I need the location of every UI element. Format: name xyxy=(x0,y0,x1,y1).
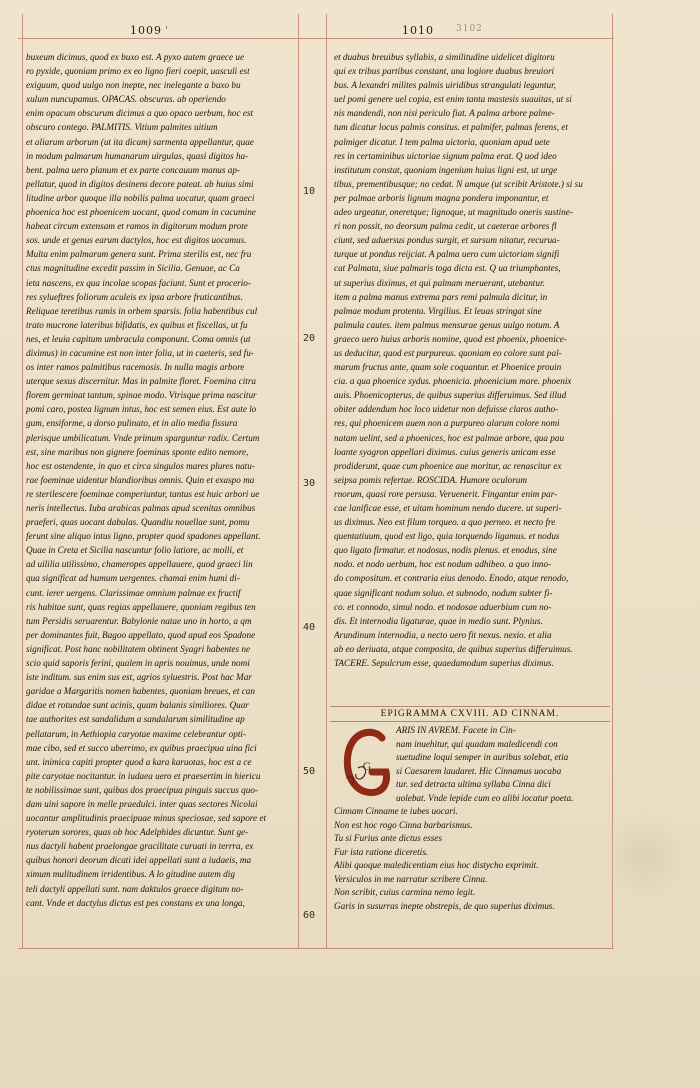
text-line: auis. Phoenicopterus, de quibus superius differuimus. Sed illud xyxy=(334,390,567,401)
text-line: turque ut pondus reijciat. A palma uero cum uictoriam signifi xyxy=(334,249,560,260)
text-line: et aliarum arborum (ut ita dicam) sarmenta appellantur, quae xyxy=(26,136,254,147)
text-line: exiguum, quod uulgo non inepte, nec inelegante a buxo bu xyxy=(26,80,241,91)
text-line: quentatiuum, quod est ligo, quia torquendo ligamus. et nodus xyxy=(334,531,560,542)
text-line: pite caryotae nocitantur. in iudaea uero et praesertim in hiericu xyxy=(26,770,261,781)
text-line: Garis in susurras inepte obstrepis, de quo superius diximus. xyxy=(334,900,555,911)
text-line: est, sine maribus non gignere foeminas sponte edito nemore, xyxy=(26,446,249,457)
text-line: plerisque umbilicatum. Vnde primum sparguntur radix. Certum xyxy=(26,432,260,443)
text-line: qua significat ad humum uergentes. chamai enim humi di- xyxy=(26,573,240,584)
text-line: Reliquae teretibus ramis in orbem sparsis. folia habentibus cul xyxy=(26,305,258,316)
text-line: buxeum dicimus, quod ex buxo est. A pyxo autem graece ue xyxy=(26,52,245,62)
text-line: marum fructus ante, quam sole coquantur. et Phoenice prouin xyxy=(334,362,562,373)
bottom-rule xyxy=(18,948,614,949)
text-line: res sylueftres foliorum aculeis ex ipsa arbore fruticantibus. xyxy=(26,291,243,302)
text-line: florem germinat tantum, spinae modo. Vtrisque prima nascitur xyxy=(26,390,257,401)
text-line: garidae a Margaritis nomen habentes, quoniam breues, et can xyxy=(26,686,255,697)
text-line: praeferi, quas uocant dabulas. Quandiu nouellae sunt, pomu xyxy=(26,517,250,528)
text-line: per palmae arboris lignum magna pondera imponantur, et xyxy=(334,192,549,203)
text-line: ciunt, sed aduersus pondus surgit, et sursum nitatur, recurua- xyxy=(334,235,560,246)
text-line: loante syagron appellari diximus. cuius generis unicam esse xyxy=(334,446,556,457)
text-line: res in certaminibus uictoriae signum palma erat. Q uod ideo xyxy=(334,150,557,161)
text-line: do compositum. et contraria eius denodo. Enodo, atque renodo, xyxy=(334,573,569,584)
text-line: xulum nuncupamus. OPACAS. obscuras. ab operiendo xyxy=(26,94,226,105)
text-line: tum dicatur locus palmis consitus. et palmifer, palmas ferens, et xyxy=(334,122,568,133)
text-line: ut superius diximus, et qui palmam meruerant, utebantur. xyxy=(334,277,545,288)
text-line: adeo urgeatur, oneretque; lignoque, ut magnitudo oneris sustine- xyxy=(334,207,573,218)
text-line: neris intellectus. Iuba arabicas palmas apud scenitas omnibus xyxy=(26,503,256,513)
text-line: hoc est ostendente, in quo et circa singulos mares plures natu- xyxy=(26,460,255,471)
text-line: obscuro contego. PALMITIS. Vitium palmites uitium xyxy=(26,122,218,133)
text-line: diximus) in cacumine est non inter folia, ut in caeteris, sed fu- xyxy=(26,347,254,358)
text-line: ro pyxide, quoniam primo ex eo ligno fieri coepit, uasculi est xyxy=(26,66,250,77)
left-folio: 1009 ' xyxy=(130,24,170,37)
text-line: Non scribit, cuius carmina nemo legit. xyxy=(334,887,476,897)
text-line: Versiculos in me narratur scribere Cinna. xyxy=(334,873,488,884)
text-line: cat Palmata, siue palmaris toga dicta est. Q ua triumphantes, xyxy=(334,263,561,274)
text-line: tur. sed detracta ultima syllaba Cinna dici xyxy=(396,779,551,789)
text-line: te nobilissimae sunt, quibus dos praecipua pinguis succus quo- xyxy=(26,784,258,795)
text-line: cant. Vnde et dactylus dictus est pes constans ex una longa, xyxy=(26,897,245,908)
text-line: iste inditum. sus enim sus est, agrios syluestris. Post hac Mar xyxy=(26,672,252,683)
text-line: tae authorites est sandalidum a sandalarum similitudine ap xyxy=(26,714,245,725)
svg-text:G: G xyxy=(362,759,372,773)
text-line: Tu si Furius ante dictus esses xyxy=(334,833,442,843)
text-line: ri non possit, no deorsum palma cedit, ut caeterae arbores fl xyxy=(334,221,557,232)
text-line: cae lanificae esse, et uitam hominum nendo ducere. ut superi- xyxy=(334,503,562,513)
text-line: unt. inimica capiti propter quod a kara karuotas, hoc est a ce xyxy=(26,756,252,767)
text-line: Alibi quoque maledicentiam eius hoc distycho exprimit. xyxy=(334,860,539,870)
text-line: teli dactyli appellati sunt. nam daktulos graece digitum no- xyxy=(26,883,244,894)
text-line: Arundinum internodia, a necto uero fit nexus. nexio. et alia xyxy=(334,629,552,640)
text-line: nus dactyli habent praelongae gracilitate curuati in terrra, ex xyxy=(26,841,254,852)
text-line: suetudine loqui semper in auribus solebat, etia xyxy=(396,752,569,762)
line-number: 50 xyxy=(303,766,316,777)
gutter-rule-left xyxy=(298,14,299,949)
text-line: bus. A lexandri milites palmis uiridibus strangulati leguntur, xyxy=(334,80,556,91)
text-line: seipsa pomis refertae. ROSCIDA. Humore oculorum xyxy=(334,474,527,485)
text-line: si Caesarem laudaret. Hic Cinnamus uocaba xyxy=(396,765,562,776)
text-line: didae et rotundae sunt acinis, quam balanis similiores. Quar xyxy=(26,700,249,711)
text-line: prodiderunt, quae cum phoenice aue moritur, ac renascitur ex xyxy=(334,460,562,471)
line-number: 10 xyxy=(303,186,316,197)
text-line: pomi caro, postea lignum intus, hoc est semen eius. Est aute lo xyxy=(26,404,257,415)
text-line: ieta nascens, ex qua incolae scopas faciunt. Sunt et procerio- xyxy=(26,277,251,288)
text-line: pellatur, quod in digitos desinens decore pateat. ab huius simi xyxy=(26,178,254,189)
text-line: qui ex tribus partibus constant, una logiore duabus breuiori xyxy=(334,66,555,77)
text-line: pellatarum, in Aethiopia caryotae maxime celebrantur opti- xyxy=(26,728,247,739)
text-line: habeat circum extensam et ramos in digitorum modum prote xyxy=(26,221,248,232)
top-rule xyxy=(18,38,614,39)
left-margin-rule xyxy=(22,14,23,949)
text-line: scio quid saporis ferini, qualem in apris nouimus, unde nomi xyxy=(26,658,250,669)
text-line: nis mandendi, non nisi periculo fiat. A palma arbore palme- xyxy=(334,108,555,119)
right-stamp: 3102 xyxy=(456,24,483,34)
text-line: ximum mulitudinem irridentibus. A lo gitudine autem dig xyxy=(26,869,235,880)
text-line: rae foeminae uidentur blandioribus omnis. Quin et exaspo ma xyxy=(26,474,255,485)
right-folio: 1010 xyxy=(402,24,434,37)
text-line: dis. Et internodia ligaturae, quae in medio sunt. Plynius. xyxy=(334,615,543,626)
text-line: tibus, prementibusque; no cedat. N amque (ut scribit Aristote.) si su xyxy=(334,178,583,189)
text-line: item a palma manus extrema pars remi palmula dicitur, in xyxy=(334,291,548,302)
text-line: Non est hoc rogo Cinna barbarismus. xyxy=(334,819,473,830)
text-line: graeco uero huius arboris nomine, quod est phoenix, phoenice- xyxy=(334,333,567,344)
right-margin-rule xyxy=(612,14,613,949)
text-line: sos. unde et genus earum dactylos, hoc est digitos uocamus. xyxy=(26,235,247,246)
text-line: nes, et leuia capitum umbracula componunt. Coma omnis (ut xyxy=(26,333,251,344)
text-line: uel pomi genere uel copia, est enim tanta mastesis suauitas, ut si xyxy=(334,94,572,105)
text-line: in modum palmarum humanarum uirgulas, quasi digitos ha- xyxy=(26,150,249,161)
text-line: uterque sexus discernitur. Mas in palmite floret. Foemina citra xyxy=(26,376,256,387)
text-line: institutum constat, quoniam ingenium huius ligni est, ut urge xyxy=(334,164,558,175)
text-line: co. et connodo, simul nodo. et nodosae aduerbium cum no- xyxy=(334,601,552,612)
text-line: ryoterum sorores, quas ob hoc Adelphides dicuntur. Sunt ge- xyxy=(26,827,249,838)
text-line: mae cibo, sed et succo uberrimo, ex quibus praecipua uina fici xyxy=(26,742,257,753)
text-line: ad uililia utilissimo, chameropes appellauere, quod graeci lin xyxy=(26,559,253,570)
text-line: ctus magnitudine excedit passim in Sicilia. Genuae, ac Ca xyxy=(26,263,240,274)
line-number: 40 xyxy=(303,622,316,633)
line-number: 30 xyxy=(303,478,316,489)
text-line: et duabus breuibus syllabis, a similitudine uidelicet digitoru xyxy=(334,52,555,62)
text-line: palmula cautes. item palmus mensurae genus uulgo notum. A xyxy=(334,319,560,330)
text-line: Cinnam Cinname te iubes uocari. xyxy=(334,806,458,816)
text-line: res, qui phoenicem auem non a purpureo alarum colore nomi xyxy=(334,418,560,429)
text-line: ris habitae sunt, quas regias appellauere, quoniam regibus ten xyxy=(26,601,256,612)
text-line: us deducitur, quod est purpureus. quoniam eo colore sunt pal- xyxy=(334,347,562,358)
text-line: palmae modum protenta. Virgilius. Et leuas stringat sine xyxy=(334,305,542,316)
text-line: per dominantes fuit, Bagoo appellato, quod apud eos Spadone xyxy=(26,629,256,640)
text-line: phoenica hoc est phoenicem uocant, quod comam in cacumine xyxy=(26,207,256,218)
text-line: uolebat. Vnde lepide cum eo alibi iocatur poeta. xyxy=(396,792,574,803)
left-column-text xyxy=(26,50,296,910)
text-line: uocantur amplitudinis praecipuae minus speciosae, sed sapore et xyxy=(26,813,267,824)
gutter-rule-right xyxy=(326,14,327,949)
text-line: ferunt sine aliquo intus ligno, propter quod spadones appellant. xyxy=(26,531,261,542)
text-line: quo ligato firmatur. et nodosus, nodis plenus. et enodus, sine xyxy=(334,545,557,556)
text-line: quibus honori deorum dicati idei appellati sunt a iudaeis, ma xyxy=(26,855,252,866)
text-line: tum Persidis seruarentur. Babylonie natae uno in horto, a qm xyxy=(26,615,252,626)
text-line: palmiger dicatur. I tem palma uictoria, quoniam apud uete xyxy=(334,136,550,147)
text-line: rnorum, quasi rore persusa. Veruenerit. Fingantur enim par- xyxy=(334,488,558,499)
text-line: obiter addendum hoc loco uidetur non defuisse claros autho- xyxy=(334,404,559,415)
text-line: quae significant nodum soluo. et subnodo, nodum subter fi- xyxy=(334,587,553,598)
text-line: Fur ista ratione diceretis. xyxy=(334,846,429,857)
text-line: natam uelint, sed a phoenices, hoc est palmae arbore, qua pau xyxy=(334,432,565,443)
text-line: bent. palma uero planum et ex parte concauum manus ap- xyxy=(26,164,240,175)
text-line: significat. Post hanc nobilitatem obtinent Syagri habentes ne xyxy=(26,643,251,654)
text-line: nam inuehitur, qui quadam maledicendi con xyxy=(396,738,558,749)
text-line: gum, ensiforme, a dorso pulinato, et in alio media fissura xyxy=(26,418,238,429)
text-line: Quae in Creta et Sicilia nascuntur folio latiore, ac molli, et xyxy=(26,545,244,556)
text-line: trato mucrone lateribus bifidatis, ex quibus et fiscellas, ut fu xyxy=(26,319,248,330)
text-line: nodo. et nodo uerbum, hoc est nodum adhibeo. a quo inno- xyxy=(334,559,552,570)
text-line: cia. a qua phoenice sydus. phoenicia. phoenicium mare. phoenix xyxy=(334,376,572,387)
epigram-heading: EPIGRAMMA CXVIII. AD CINNAM. xyxy=(330,706,610,722)
line-number: 20 xyxy=(303,333,316,344)
epigram-text xyxy=(334,724,608,913)
text-line: us diximus. Neo est filum torqueo. a quo perneo. et necto fre xyxy=(334,517,556,528)
paper-stain xyxy=(600,812,690,902)
right-column-text xyxy=(334,50,608,670)
text-line: ab eo deriuata, atque composita, de quibus superius differuimus. xyxy=(334,643,573,654)
text-line: litudine arbor quoque illa nobilis palma uocatur, quam graeci xyxy=(26,192,255,203)
text-line: enim opacum obscurum dicimus a quo opaco uerbum, hoc est xyxy=(26,108,254,119)
text-line: TACERE. Sepulcrum esse, quaedamodum superius diximus. xyxy=(334,658,554,669)
text-line: os inter ramos palmitibus racemosis. In nulla magis arbore xyxy=(26,362,245,373)
text-line: ARIS IN AVREM. Facete in Cin- xyxy=(396,725,516,735)
text-line: cunt. ierer uergens. Clarissimae omnium palmae ex fructif xyxy=(26,587,241,598)
text-line: dam uini sapore in melle praedulci. inter quas sectores Nicolai xyxy=(26,798,258,809)
text-line: Multa enim palmarum genera sunt. Prima sterilis est, nec fru xyxy=(26,249,252,260)
text-line: re sterilescere foeminae comperiuntur, tantus est huic arbori ue xyxy=(26,488,260,499)
line-number: 60 xyxy=(303,910,316,921)
